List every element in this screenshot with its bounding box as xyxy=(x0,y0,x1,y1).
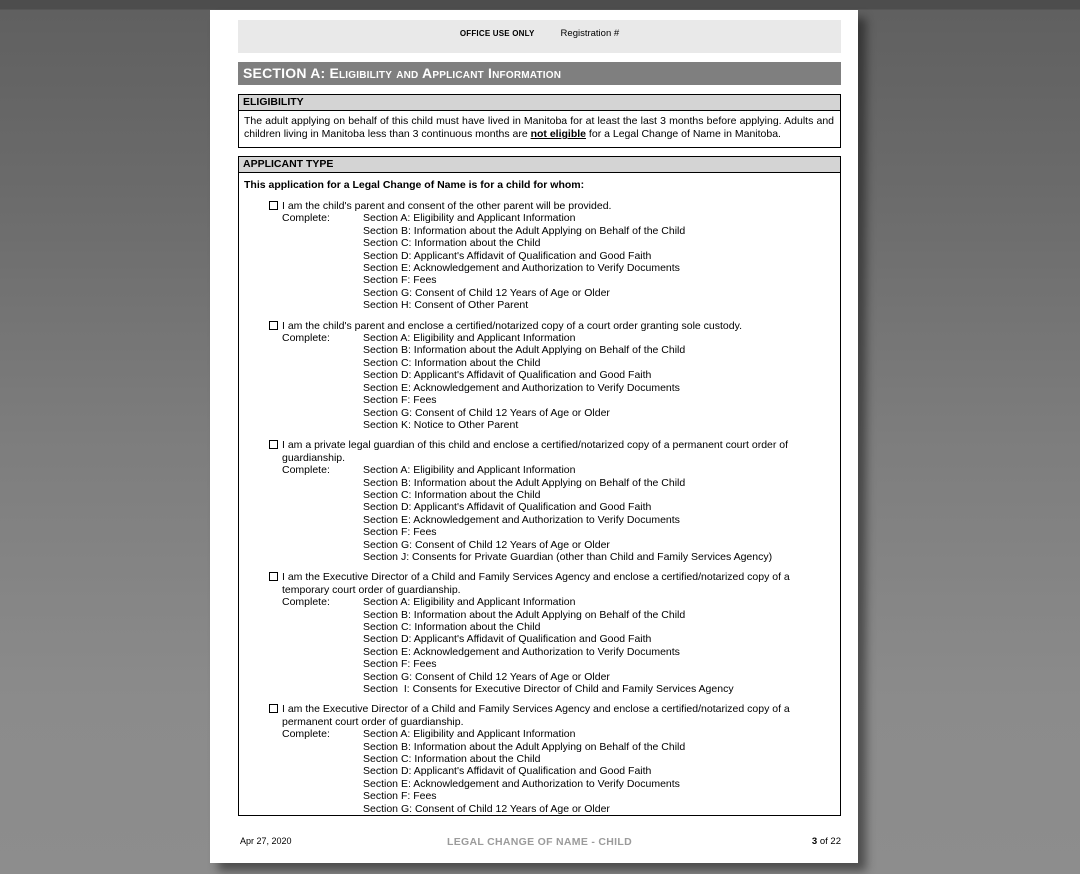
section-a-banner xyxy=(238,62,841,85)
complete-label: Complete: xyxy=(282,464,330,477)
section-item: Section G: Consent of Child 12 Years of Age or Older xyxy=(363,670,610,683)
applicant-type-header: APPLICANT TYPE xyxy=(239,157,840,173)
section-item: Section F: Fees xyxy=(363,274,437,287)
section-item: Section D: Applicant's Affidavit of Qualification and Good Faith xyxy=(363,633,652,646)
eligibility-header: ELIGIBILITY xyxy=(239,95,840,111)
footer-page-number: 3 of 22 xyxy=(811,836,841,847)
eligibility-text-before: The adult applying on behalf of this child must have lived in Manitoba for at least the last 3 months before applying. Adults and children living in Manitoba less than 3 continuous months are xyxy=(244,115,834,140)
section-item: Section G: Consent of Child 12 Years of Age or Older xyxy=(363,802,610,815)
eligibility-emphasis: not eligible xyxy=(530,128,587,140)
section-item: Section E: Acknowledgement and Authorization to Verify Documents xyxy=(363,513,680,526)
section-item: Section C: Information about the Child xyxy=(363,237,541,250)
section-item: Section A: Eligibility and Applicant Information xyxy=(363,212,576,225)
section-item: Section I: Consents for Executive Director of Child and Family Services Agency xyxy=(363,683,734,696)
section-item: Section B: Information about the Adult Applying on Behalf of the Child xyxy=(363,476,686,489)
footer-date: Apr 27, 2020 xyxy=(240,836,292,846)
section-list xyxy=(363,464,832,563)
eligibility-text xyxy=(239,111,840,147)
section-item: Section A: Eligibility and Applicant Information xyxy=(363,596,576,609)
eligibility-box xyxy=(238,94,841,148)
section-a-title: SECTION A: Eligibility and Applicant Information xyxy=(243,64,562,81)
section-list xyxy=(363,332,832,431)
complete-label: Complete: xyxy=(282,596,330,609)
section-item: Section G: Consent of Child 12 Years of Age or Older xyxy=(363,538,610,551)
section-item: Section E: Acknowledgement and Authorization to Verify Documents xyxy=(363,777,680,790)
section-list xyxy=(363,728,832,815)
section-item: Section G: Consent of Child 12 Years of Age or Older xyxy=(363,406,610,419)
applicant-option xyxy=(269,320,832,432)
section-item: Section G: Consent of Child 12 Years of Age or Older xyxy=(363,286,610,299)
section-item: Section B: Information about the Adult Applying on Behalf of the Child xyxy=(363,608,686,621)
office-use-bar xyxy=(238,20,841,53)
document-page xyxy=(210,10,858,863)
section-item: Section F: Fees xyxy=(363,790,437,803)
section-item: Section F: Fees xyxy=(363,526,437,539)
section-item: Section D: Applicant's Affidavit of Qualification and Good Faith xyxy=(363,249,652,262)
applicant-option xyxy=(269,439,832,563)
section-item: Section F: Fees xyxy=(363,658,437,671)
section-item: Section H: Consent of Other Parent xyxy=(363,299,529,312)
applicant-type-box xyxy=(238,156,841,816)
applicant-intro: This application for a Legal Change of Name is for a child for whom: xyxy=(244,179,585,191)
section-item: Section K: Notice to Other Parent xyxy=(363,418,519,431)
applicant-type-body xyxy=(239,173,840,815)
section-item: Section J: Consents for Private Guardian (other than Child and Family Services Agency) xyxy=(363,550,773,563)
section-item: Section A: Eligibility and Applicant Information xyxy=(363,728,576,741)
section-item: Section C: Information about the Child xyxy=(363,488,541,501)
applicant-option-label: I am the child's parent and enclose a certified/notarized copy of a court order granting sole custody. xyxy=(282,319,742,332)
registration-number-label: Registration # xyxy=(560,28,620,39)
section-item: Section B: Information about the Adult Applying on Behalf of the Child xyxy=(363,224,686,237)
applicant-option-checkbox[interactable] xyxy=(269,572,278,581)
section-item: Section C: Information about the Child xyxy=(363,356,541,369)
footer-document-title: LEGAL CHANGE OF NAME - CHILD xyxy=(447,836,632,848)
section-item: Section A: Eligibility and Applicant Information xyxy=(363,464,576,477)
applicant-option-label: I am the Executive Director of a Child and Family Services Agency and enclose a certified/notarized copy of a temporary court order of guardianship. xyxy=(282,571,790,596)
section-list xyxy=(363,212,832,311)
section-item: Section F: Fees xyxy=(363,394,437,407)
applicant-option xyxy=(269,571,832,695)
section-item: Section B: Information about the Adult Applying on Behalf of the Child xyxy=(363,740,686,753)
applicant-option-label: I am a private legal guardian of this child and enclose a certified/notarized copy of a permanent court order of guardianship. xyxy=(282,439,789,464)
complete-label: Complete: xyxy=(282,728,330,741)
applicant-option-checkbox[interactable] xyxy=(269,201,278,210)
page-footer xyxy=(238,836,841,850)
applicant-option xyxy=(269,703,832,815)
applicant-option-checkbox[interactable] xyxy=(269,321,278,330)
section-item: Section B: Information about the Adult Applying on Behalf of the Child xyxy=(363,344,686,357)
section-item: Section D: Applicant's Affidavit of Qualification and Good Faith xyxy=(363,765,652,778)
section-item: Section D: Applicant's Affidavit of Qualification and Good Faith xyxy=(363,501,652,514)
section-item: Section E: Acknowledgement and Authorization to Verify Documents xyxy=(363,645,680,658)
options-list xyxy=(244,200,832,815)
office-use-only-label: OFFICE USE ONLY xyxy=(459,29,535,38)
section-item: Section D: Applicant's Affidavit of Qualification and Good Faith xyxy=(363,369,652,382)
applicant-option-checkbox[interactable] xyxy=(269,704,278,713)
section-item: Section C: Information about the Child xyxy=(363,621,541,633)
section-item: Section E: Acknowledgement and Authorization to Verify Documents xyxy=(363,381,680,394)
complete-label: Complete: xyxy=(282,332,330,345)
eligibility-text-after: for a Legal Change of Name in Manitoba. xyxy=(586,128,781,140)
section-list xyxy=(363,596,832,695)
section-item: Section E: Acknowledgement and Authorization to Verify Documents xyxy=(363,262,680,275)
applicant-option xyxy=(269,200,832,312)
applicant-option-checkbox[interactable] xyxy=(269,440,278,449)
section-item: Section C: Information about the Child xyxy=(363,753,541,766)
applicant-option-label: I am the Executive Director of a Child and Family Services Agency and enclose a certified/notarized copy of a permanent court order of guardianship. xyxy=(282,703,790,728)
complete-label: Complete: xyxy=(282,212,330,225)
section-item: Section A: Eligibility and Applicant Information xyxy=(363,332,576,345)
applicant-option-label: I am the child's parent and consent of the other parent will be provided. xyxy=(282,200,612,212)
